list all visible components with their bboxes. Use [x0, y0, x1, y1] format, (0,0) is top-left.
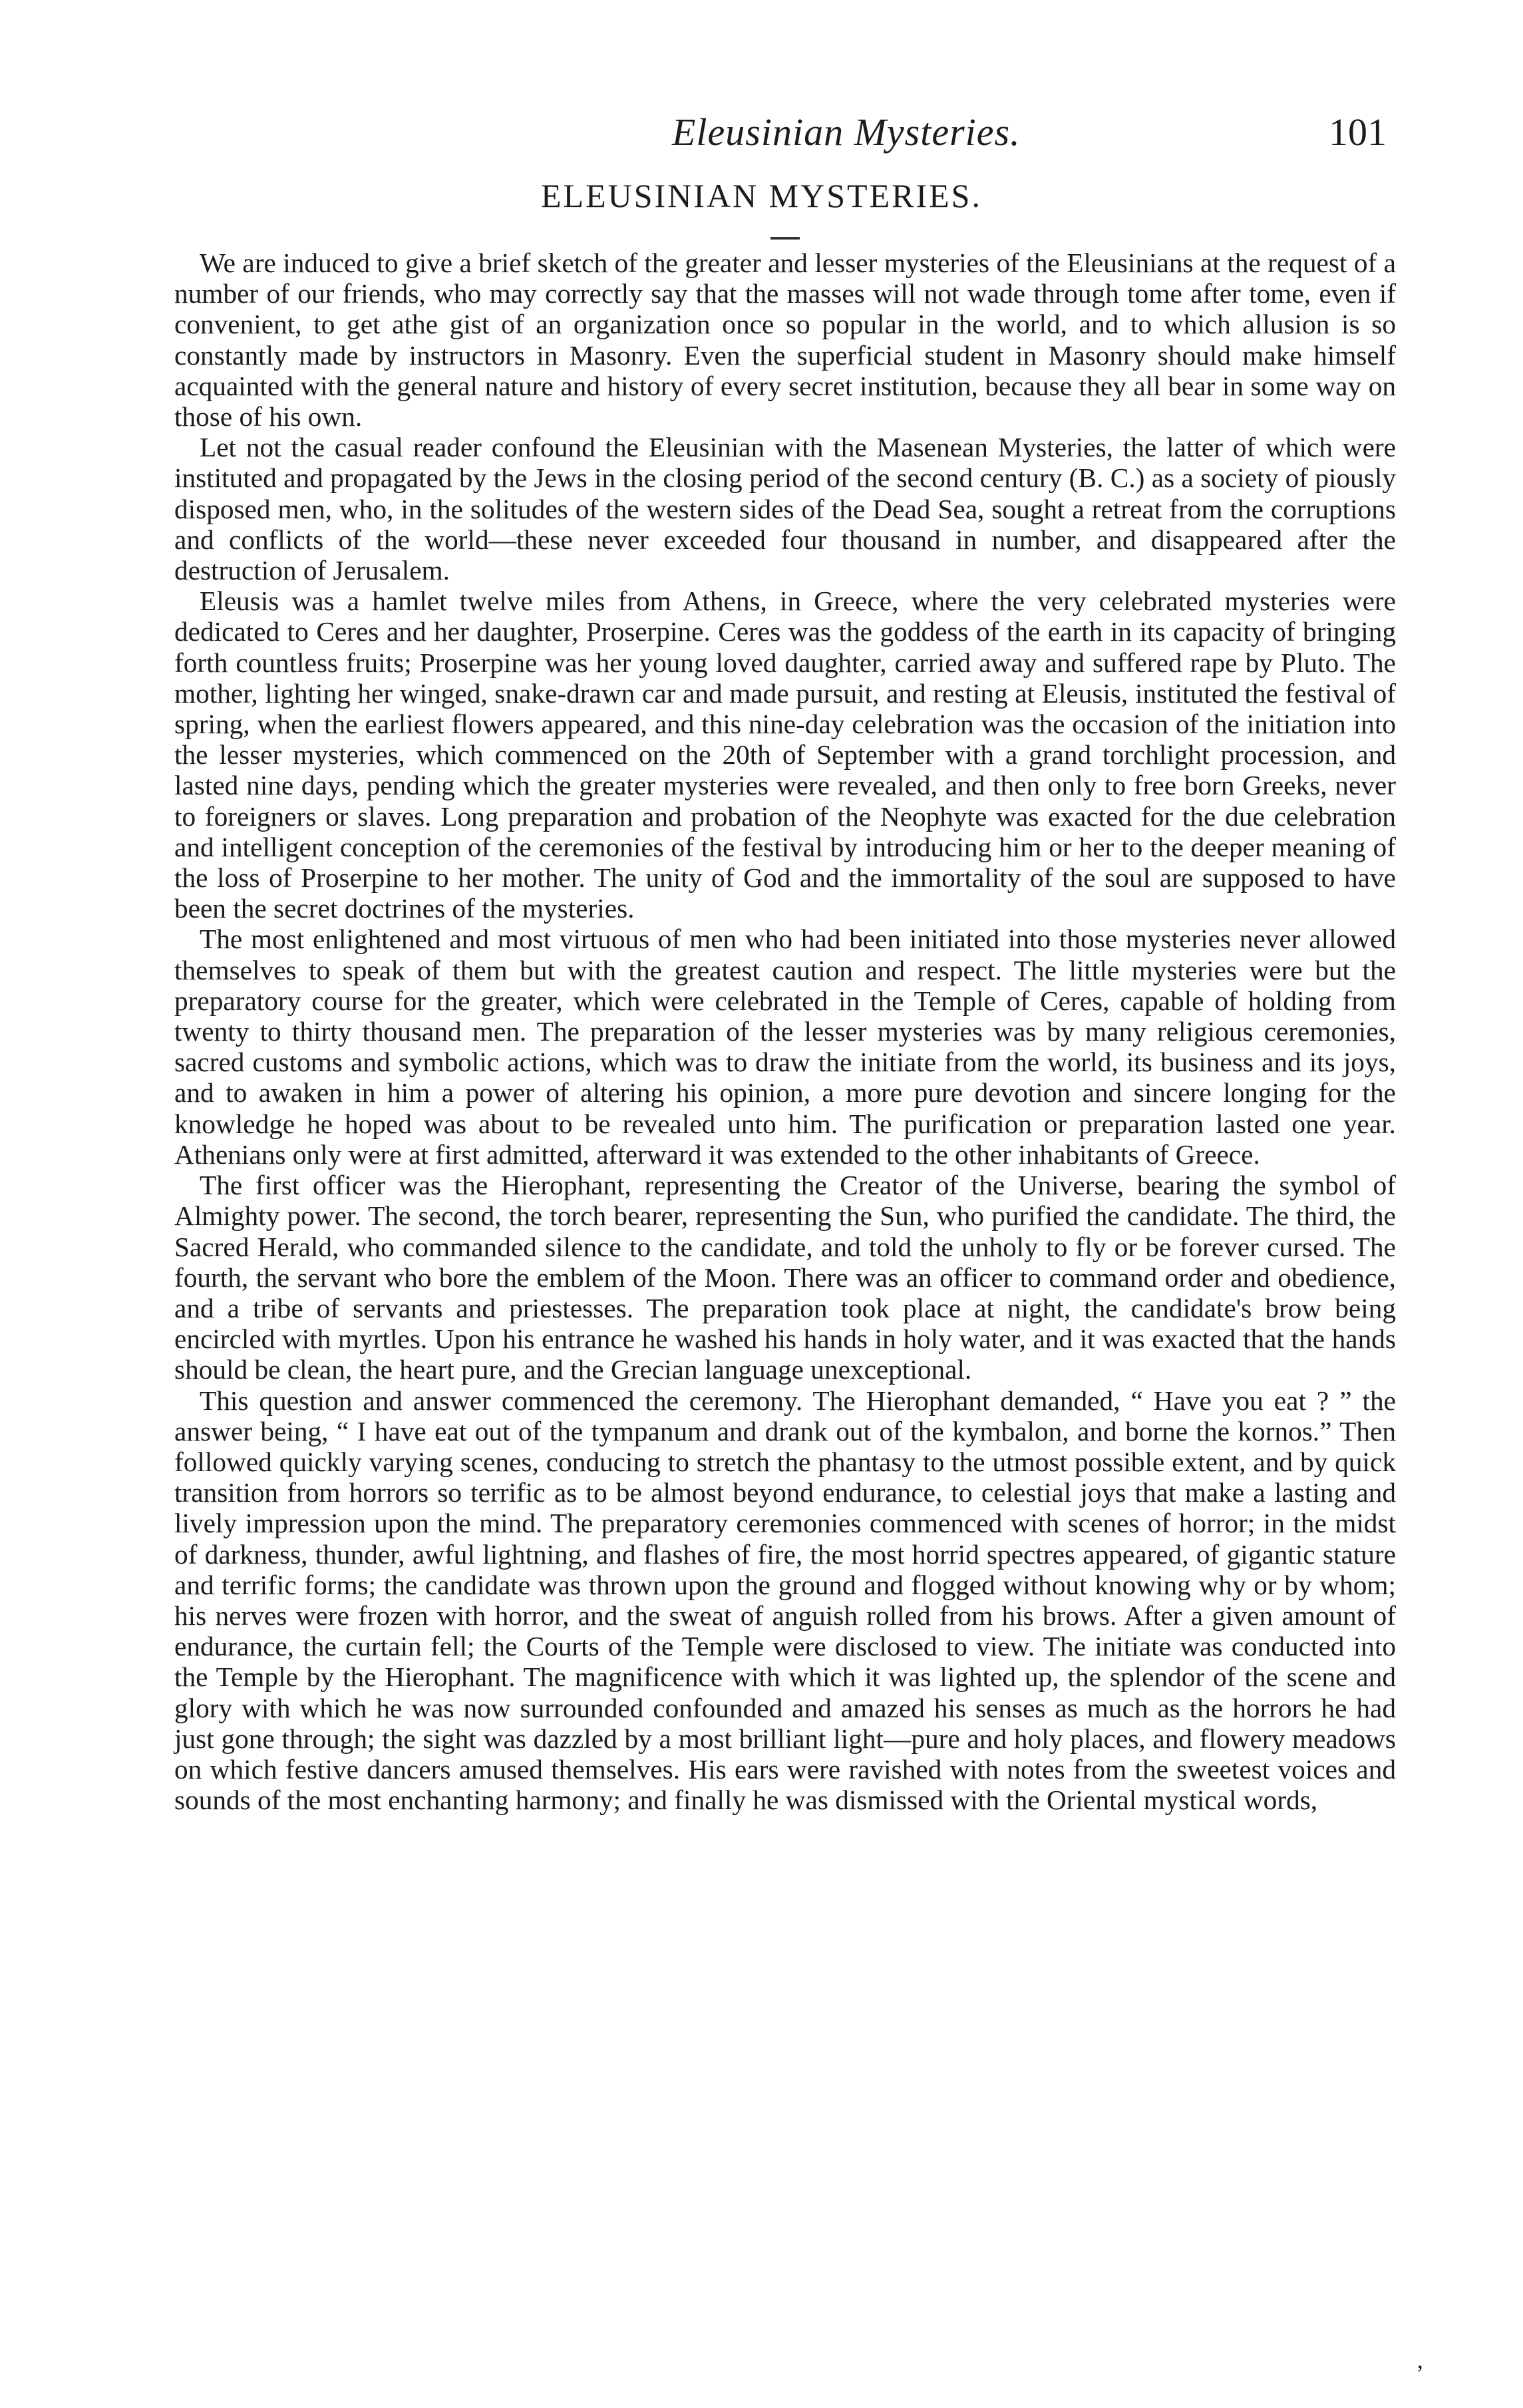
paragraph: The most enlightened and most virtuous of men who had been initiated into those mysteries never allowed themselves to speak of them but with the greatest caution and respect. The little mysteries were but the preparatory course for the greater, which were celebrated in the Temple of Ceres, capable of holding from twenty to thirty thousand men. The preparation of the lesser mysteries was by many religious ceremonies, sacred customs and symbolic actions, which was to draw the initiate from the world, its business and its joys, and to awaken in him a power of altering his opinion, a more pure devotion and sincere longing for the knowledge he hoped was about to be revealed unto him. The purification or preparation lasted one year. Athenians only were at first admitted, afterward it was extended to the other inhabitants of Greece. [174, 924, 1396, 1170]
paragraph: This question and answer commenced the ceremony. The Hierophant demanded, “ Have you eat ? ” the answer being, “ I have eat out of the tympanum and drank out of the kymbalon, and borne the kornos.” Then followed quickly varying scenes, conducing to stretch the phantasy to the utmost possible extent, and by quick transition from horrors so terrific as to be almost beyond endurance, to celestial joys that make a lasting and lively impression upon the mind. The preparatory ceremonies commenced with scenes of horror; in the midst of darkness, thunder, awful lightning, and flashes of fire, the most horrid spectres appeared, of gigantic stature and terrific forms; the candidate was thrown upon the ground and flogged without knowing why or by whom; his nerves were frozen with horror, and the sweat of anguish rolled from his brows. After a given amount of endurance, the curtain fell; the Courts of the Temple were disclosed to view. The initiate was conducted into the Temple by the Hierophant. The magnificence with which it was lighted up, the splendor of the scene and glory with which he was now surrounded confounded and amazed his senses as much as the horrors he had just gone through; the sight was dazzled by a most brilliant light—pure and holy places, and flowery meadows on which festive dancers amused themselves. His ears were ravished with notes from the sweetest voices and sounds of the most enchanting harmony; and finally he was dismissed with the Oriental mystical words, [174, 1385, 1396, 1816]
paragraph: Eleusis was a hamlet twelve miles from Athens, in Greece, where the very celebrated mysteries were dedicated to Ceres and her daughter, Proserpine. Ceres was the goddess of the earth in its capacity of bringing forth countless fruits; Proserpine was her young loved daughter, carried away and suffered rape by Pluto. The mother, lighting her winged, snake-drawn car and made pursuit, and resting at Eleusis, instituted the festival of spring, when the earliest flowers appeared, and this nine-day celebration was the occasion of the initiation into the lesser mysteries, which commenced on the 20th of September with a grand torchlight procession, and lasted nine days, pending which the greater mysteries were revealed, and then only to free born Greeks, never to foreigners or slaves. Long preparation and probation of the Neophyte was exacted for the due celebration and intelligent conception of the ceremonies of the festival by introducing him or her to the deeper meaning of the loss of Proserpine to her mother. The unity of God and the immortality of the soul are supposed to have been the secret doctrines of the mysteries. [174, 586, 1396, 924]
page-number: 101 [1329, 110, 1387, 154]
paragraph: Let not the casual reader confound the Eleusinian with the Masenean Mysteries, the latter of which were instituted and propagated by the Jews in the closing period of the second century (B. C.) as a society of piously disposed men, who, in the solitudes of the western sides of the Dead Sea, sought a retreat from the corruptions and conflicts of the world—these never exceeded four thousand in number, and disappeared after the destruction of Jerusalem. [174, 432, 1396, 586]
running-title: Eleusinian Mysteries. [672, 110, 1021, 154]
title-rule [770, 237, 800, 240]
article-title: ELEUSINIAN MYSTERIES. [541, 177, 982, 214]
printer-mark: ’ [1416, 2360, 1424, 2387]
paragraph: We are induced to give a brief sketch of the greater and lesser mysteries of the Eleusinians at the request of a number of our friends, who may correctly say that the masses will not wade through tome after tome, even if convenient, to get athe gist of an organization once so popular in the world, and to which allusion is so constantly made by instructors in Masonry. Even the superficial student in Masonry should make himself acquainted with the general nature and history of every secret institution, because they all bear in some way on those of his own. [174, 248, 1396, 432]
article-body [174, 248, 1396, 1815]
running-head [0, 110, 1523, 163]
paragraph: The first officer was the Hierophant, representing the Creator of the Universe, bearing the symbol of Almighty power. The second, the torch bearer, representing the Sun, who purified the candidate. The third, the Sacred Herald, who commanded silence to the candidate, and told the unholy to fly or be forever cursed. The fourth, the servant who bore the emblem of the Moon. There was an officer to command order and obedience, and a tribe of servants and priestesses. The preparation took place at night, the candidate's brow being encircled with myrtles. Upon his entrance he washed his hands in holy water, and it was exacted that the hands should be clean, the heart pure, and the Grecian language unexceptional. [174, 1170, 1396, 1385]
